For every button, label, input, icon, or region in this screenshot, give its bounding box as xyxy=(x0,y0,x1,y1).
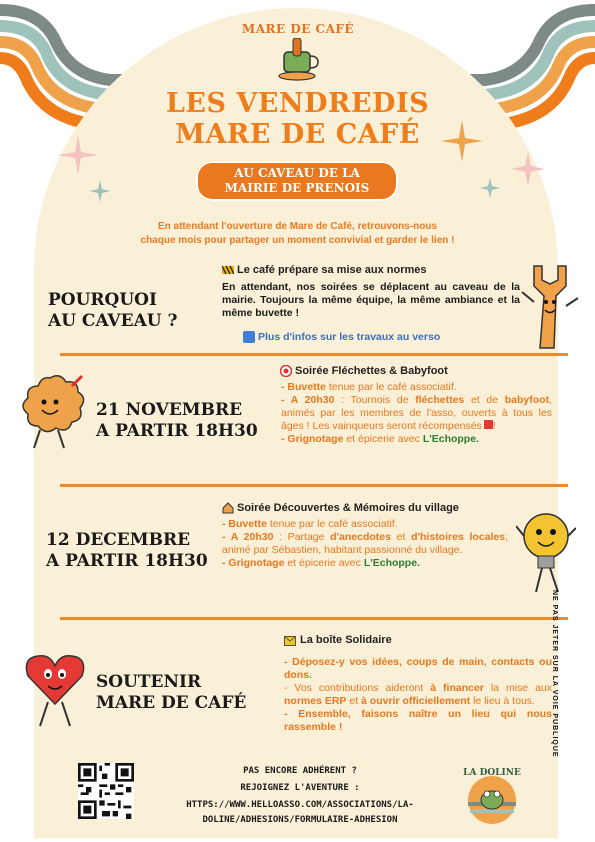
logo-title: MARE DE CAFÉ xyxy=(241,22,355,36)
section4-heading-line1: SOUTENIR xyxy=(96,672,202,692)
adhesion-link-line2[interactable]: DOLINE/ADHESIONS/FORMULAIRE-ADHESION xyxy=(202,815,398,825)
section2-date-line2: A PARTIR 18H30 xyxy=(96,421,258,441)
s3-b2a: - A 20h30 xyxy=(222,531,274,543)
section1-link[interactable]: Plus d'infos sur les travaux au verso xyxy=(258,331,441,343)
page-title-line2: MARE DE CAFÉ xyxy=(175,119,420,150)
heart-mascot-icon xyxy=(22,648,88,732)
intro-line2: chaque mois pour partager un moment convivial et garder le lien ! xyxy=(140,235,455,246)
coffee-cup-logo-icon xyxy=(276,38,322,82)
s2-b2e: babyfoot xyxy=(504,394,550,406)
section-divider xyxy=(60,353,568,356)
dart-target-icon xyxy=(280,365,292,377)
location-line2: MAIRIE DE PRENOIS xyxy=(224,181,370,195)
s3-b2b: : Partage xyxy=(273,531,331,543)
s4-b2f: à ouvrir officiellement xyxy=(361,695,471,707)
adhesion-line2: REJOIGNEZ L'AVENTURE : xyxy=(240,783,360,793)
s2-b3b: et épicerie avec xyxy=(343,433,423,445)
s2-b3a: - Grignotage xyxy=(281,433,344,445)
section3-title: Soirée Découvertes & Mémoires du village xyxy=(237,502,459,514)
s4-b2g: le lieu à tous. xyxy=(470,695,535,707)
intro-line1: En attendant l'ouverture de Mare de Café, retrouvons-nous xyxy=(157,221,438,232)
s4-b3: - Ensemble, faisons naître un lieu qui nous rassemble ! xyxy=(284,708,552,733)
s3-b2f: , animé par Sébastien, habitant passionné du village. xyxy=(222,531,508,556)
adhesion-line1: PAS ENCORE ADHÉRENT ? xyxy=(243,766,357,776)
s4-b1: - Déposez-y vos idées, coups de main, contacts ou dons. xyxy=(284,656,552,681)
s3-b3b: et épicerie avec xyxy=(284,557,364,569)
s2-b2b: : Tournois de xyxy=(334,394,416,406)
construction-icon xyxy=(222,264,234,276)
section2-body: - Buvette tenue par le café associatif. - A 20h30 : Tournois de fléchettes et de babyfoot, animés par les membres de l'asso, ouverts à tous les âges ! Les vainqueurs seront récompensés ! - Grignotage et épicerie avec L'Echoppe. xyxy=(281,381,552,445)
s3-b1a: - Buvette xyxy=(222,518,267,530)
s4-b2a: - Vos contributions aideront xyxy=(284,682,431,694)
qr-code-icon[interactable] xyxy=(78,763,134,819)
section1-body-a: En attendant, nos soirées se déplacent au caveau de la mairie. xyxy=(222,281,520,306)
s3-b1b: tenue par le café associatif. xyxy=(266,518,398,530)
section4-heading xyxy=(96,672,246,714)
s2-b2f: , animés par les membres de l'asso, ouverts à tous les âges ! Les vainqueurs seront récompensés xyxy=(281,394,552,432)
section-divider xyxy=(60,617,568,620)
section1-body-b: Toujours la même équipe, la même ambiance et la même buvette ! xyxy=(222,294,520,319)
section1-body xyxy=(222,281,520,320)
s4-b2d: normes ERP xyxy=(284,695,347,707)
s2-b1b: tenue par le café associatif. xyxy=(325,381,457,393)
section1-heading-line1: POURQUOI xyxy=(48,290,157,310)
section-divider xyxy=(60,484,568,487)
section4-body xyxy=(284,656,552,734)
s4-b2b: à financer xyxy=(430,682,484,694)
adhesion-link-line1[interactable]: HTTPS://WWW.HELLOASSO.COM/ASSOCIATIONS/LA- xyxy=(186,800,414,810)
s3-b2d: et xyxy=(391,531,412,543)
section4-title: La boîte Solidaire xyxy=(300,634,392,646)
page-title-line1: LES VENDREDIS xyxy=(165,88,430,119)
section2-title: Soirée Fléchettes & Babyfoot xyxy=(295,365,448,377)
flower-mascot-icon xyxy=(12,372,88,454)
section3-date-line2: A PARTIR 18H30 xyxy=(46,551,208,571)
s2-b3c: L'Echoppe. xyxy=(422,433,479,445)
s4-b2e: et xyxy=(346,695,362,707)
s2-b1a: - Buvette xyxy=(281,381,326,393)
section2-date xyxy=(96,400,258,442)
wrench-mascot-icon xyxy=(520,262,582,354)
section1-heading xyxy=(48,290,177,332)
side-note: NE PAS JETER SUR LA VOIE PUBLIQUE xyxy=(551,590,558,758)
s2-b2d: et de xyxy=(464,394,505,406)
location-banner xyxy=(196,161,398,201)
s3-b3c: L'Echoppe. xyxy=(363,557,420,569)
section1-heading-line2: AU CAVEAU ? xyxy=(48,311,178,331)
s2-b2c: fléchettes xyxy=(415,394,465,406)
section4-heading-line2: MARE DE CAFÉ xyxy=(96,693,247,713)
s4-b2c: la mise aux xyxy=(483,682,552,694)
envelope-icon xyxy=(284,636,296,646)
section3-body xyxy=(222,518,508,570)
location-line1: AU CAVEAU DE LA xyxy=(234,166,360,180)
s3-b2e: d'histoires locales xyxy=(411,531,506,543)
section3-date xyxy=(46,530,208,572)
section3-date-line1: 12 DECEMBRE xyxy=(46,530,191,550)
partner-name: LA DOLINE xyxy=(463,768,521,778)
s3-b2c: d'anecdotes xyxy=(330,531,391,543)
s2-b2a: - A 20h30 xyxy=(281,394,335,406)
house-icon xyxy=(222,502,234,514)
gift-icon xyxy=(484,420,493,429)
section1-title: Le café prépare sa mise aux normes xyxy=(237,264,427,276)
lightbulb-mascot-icon xyxy=(516,508,576,598)
s3-b3a: - Grignotage xyxy=(222,557,285,569)
moon-info-icon xyxy=(243,331,255,343)
section2-date-line1: 21 NOVEMBRE xyxy=(96,400,243,420)
